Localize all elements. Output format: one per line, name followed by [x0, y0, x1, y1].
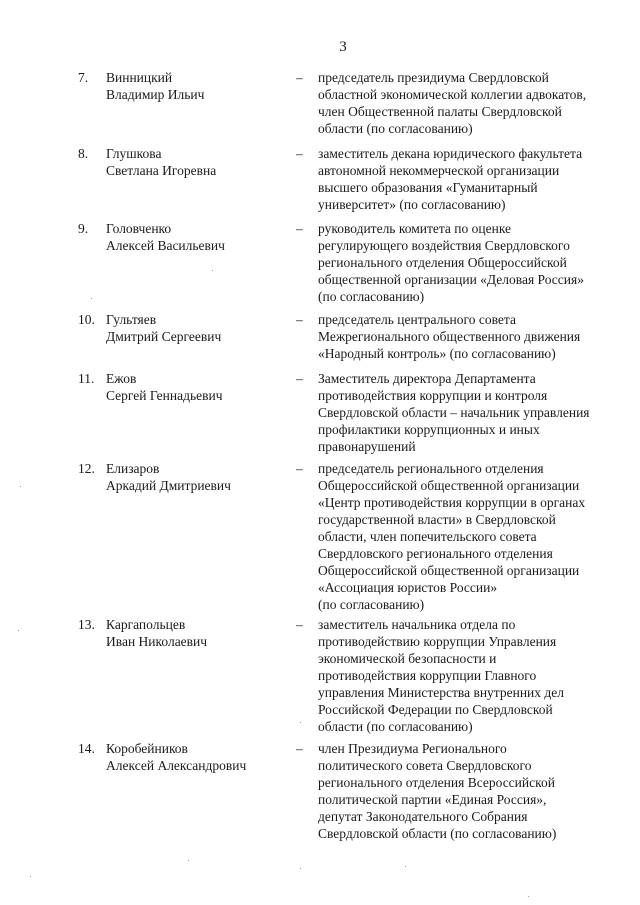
entry-number: 9. [78, 221, 89, 236]
member-name [106, 616, 286, 650]
scan-speck [91, 298, 92, 299]
position-line: противодействия коррупции Главного [318, 668, 537, 683]
scan-speck [300, 722, 301, 723]
scan-speck [188, 860, 189, 861]
position-line: председатель центрального совета [318, 312, 516, 327]
member-given-names: Иван Николаевич [106, 634, 208, 649]
position-line: Межрегионального общественного движения [318, 329, 581, 344]
position-line: Свердловского регионального отделения [318, 546, 553, 561]
position-line: член Общественной палаты Свердловской [318, 104, 562, 119]
position-line: член Президиума Регионального [318, 741, 507, 756]
page-number: 3 [339, 39, 347, 55]
member-surname: Елизаров [106, 461, 160, 476]
position-line: руководитель комитета по оценке [318, 221, 512, 236]
entry-dash: – [296, 312, 303, 327]
member-surname: Гультяев [106, 312, 157, 327]
position-line: регионального отделения Всероссийской [318, 775, 555, 790]
position-line: высшего образования «Гуманитарный [318, 180, 538, 195]
position-line: экономической безопасности и [318, 651, 497, 666]
position-line: области, член попечительского совета [318, 529, 537, 544]
member-given-names: Алексей Васильевич [106, 238, 225, 253]
scan-speck [300, 868, 301, 869]
member-name [106, 460, 286, 494]
member-position [318, 69, 618, 137]
position-line: государственной власти» в Свердловской [318, 512, 556, 527]
member-surname: Ежов [106, 371, 137, 386]
position-line: правонарушений [318, 439, 416, 454]
position-line: председатель регионального отделения [318, 461, 544, 476]
member-given-names: Светлана Игоревна [106, 163, 217, 178]
entry-number: 8. [78, 146, 89, 161]
entry-dash: – [296, 221, 303, 236]
position-line: противодействию коррупции Управления [318, 634, 557, 649]
position-line: «Ассоциация юристов России» [318, 580, 498, 595]
member-position [318, 740, 618, 842]
entry-number: 11. [78, 371, 95, 386]
member-surname: Глушкова [106, 146, 162, 161]
scan-speck [18, 630, 19, 631]
member-given-names: Владимир Ильич [106, 87, 205, 102]
member-position [318, 460, 618, 613]
entry-dash: – [296, 617, 303, 632]
member-position [318, 220, 618, 305]
member-name [106, 69, 286, 103]
position-line: Свердловской области – начальник управления [318, 405, 590, 420]
member-given-names: Сергей Геннадьевич [106, 388, 223, 403]
member-position [318, 145, 618, 213]
entry-dash: – [296, 146, 303, 161]
entry-number: 13. [78, 617, 95, 632]
position-line: депутат Законодательного Собрания [318, 809, 528, 824]
member-name [106, 311, 286, 345]
position-line: регулирующего воздействия Свердловского [318, 238, 570, 253]
member-surname: Коробейников [106, 741, 188, 756]
entry-dash: – [296, 461, 303, 476]
position-line: Заместитель директора Департамента [318, 371, 536, 386]
entry-dash: – [296, 371, 303, 386]
member-name [106, 145, 286, 179]
member-position [318, 370, 618, 455]
position-line: общественной организации «Деловая Россия» [318, 272, 584, 287]
position-line: «Центр противодействия коррупции в органах [318, 495, 586, 510]
position-line: университет» (по согласованию) [318, 197, 506, 212]
position-line: Общероссийской общественной организации [318, 478, 580, 493]
member-position [318, 616, 618, 735]
member-surname: Головченко [106, 221, 172, 236]
position-line: управления Министерства внутренних дел [318, 685, 564, 700]
position-line: области (по согласованию) [318, 719, 473, 734]
position-line: профилактики коррупционных и иных [318, 422, 540, 437]
position-line: (по согласованию) [318, 597, 425, 612]
entry-number: 14. [78, 741, 95, 756]
member-name [106, 370, 286, 404]
scan-speck [405, 866, 406, 867]
position-line: политического совета Свердловского [318, 758, 532, 773]
position-line: Общероссийской общественной организации [318, 563, 580, 578]
position-line: автономной некоммерческой организации [318, 163, 560, 178]
scan-speck [528, 896, 529, 897]
entry-dash: – [296, 741, 303, 756]
position-line: противодействия коррупции и контроля [318, 388, 548, 403]
position-line: Российской Федерации по Свердловской [318, 702, 553, 717]
position-line: «Народный контроль» (по согласованию) [318, 346, 556, 361]
position-line: председатель президиума Свердловской [318, 70, 549, 85]
entry-number: 10. [78, 312, 95, 327]
member-position [318, 311, 618, 362]
scan-speck [30, 876, 31, 877]
member-name [106, 740, 286, 774]
position-line: области (по согласованию) [318, 121, 473, 136]
entry-number: 7. [78, 70, 89, 85]
member-given-names: Аркадий Дмитриевич [106, 478, 231, 493]
member-given-names: Дмитрий Сергеевич [106, 329, 222, 344]
member-surname: Винницкий [106, 70, 173, 85]
entry-number: 12. [78, 461, 95, 476]
member-surname: Каргапольцев [106, 617, 186, 632]
position-line: заместитель декана юридического факультета [318, 146, 583, 161]
scan-speck [212, 270, 213, 271]
position-line: политической партии «Единая Россия», [318, 792, 547, 807]
position-line: (по согласованию) [318, 289, 425, 304]
position-line: заместитель начальника отдела по [318, 617, 516, 632]
position-line: Свердловской области (по согласованию) [318, 826, 557, 841]
scan-speck [20, 486, 21, 487]
position-line: регионального отделения Общероссийской [318, 255, 567, 270]
member-name [106, 220, 286, 254]
position-line: областной экономической коллегии адвокатов, [318, 87, 587, 102]
member-given-names: Алексей Александрович [106, 758, 247, 773]
entry-dash: – [296, 70, 303, 85]
